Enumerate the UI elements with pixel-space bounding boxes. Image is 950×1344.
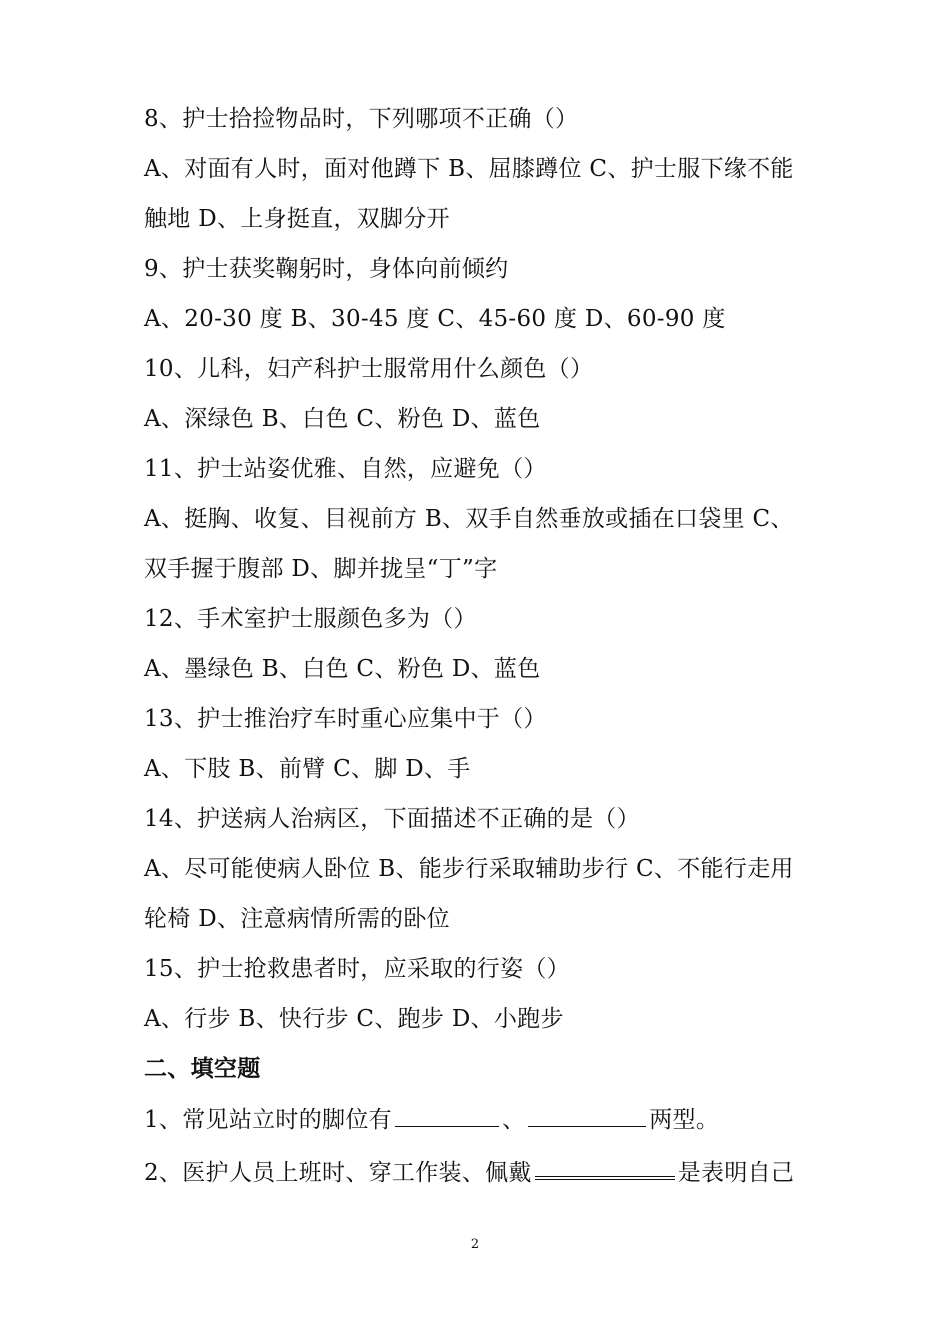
fill-2-suffix: 是表明自己: [677, 1160, 795, 1186]
question-15-stem: 15、护士抢救患者时，应采取的行姿（）: [144, 956, 570, 982]
fill-2-prefix: 2、医护人员上班时、穿工作装、佩戴: [144, 1160, 532, 1186]
question-8-options-cont: 触地 D、上身挺直，双脚分开: [144, 206, 450, 232]
fill-1-blank-a[interactable]: [395, 1104, 499, 1127]
fill-2-blank[interactable]: [535, 1154, 675, 1180]
question-9-options: A、20-30 度 B、30-45 度 C、45-60 度 D、60-90 度: [144, 306, 726, 332]
question-11-stem: 11、护士站姿优雅、自然，应避免（）: [144, 456, 547, 482]
fill-question-2: [144, 1154, 794, 1188]
question-14-options-cont: 轮椅 D、注意病情所需的卧位: [144, 906, 450, 932]
question-11-options: A、挺胸、收复、目视前方 B、双手自然垂放或插在口袋里 C、: [144, 506, 794, 532]
page-number: 2: [470, 1237, 480, 1252]
section-heading-fill-in: 二、填空题: [144, 1055, 261, 1082]
question-13-options: A、下肢 B、前臂 C、脚 D、手: [144, 756, 471, 782]
fill-1-separator: 、: [501, 1107, 526, 1133]
question-10-stem: 10、儿科，妇产科护士服常用什么颜色（）: [144, 356, 594, 382]
fill-1-suffix: 两型。: [649, 1107, 720, 1133]
fill-1-prefix: 1、常见站立时的脚位有: [144, 1107, 392, 1133]
question-9-stem: 9、护士获奖鞠躬时，身体向前倾约: [144, 256, 509, 282]
question-10-options: A、深绿色 B、白色 C、粉色 D、蓝色: [144, 406, 541, 432]
fill-question-1: [144, 1104, 719, 1135]
question-15-options: A、行步 B、快行步 C、跑步 D、小跑步: [144, 1006, 564, 1032]
question-8-options: A、对面有人时，面对他蹲下 B、屈膝蹲位 C、护士服下缘不能: [144, 156, 794, 182]
question-12-options: A、墨绿色 B、白色 C、粉色 D、蓝色: [144, 656, 541, 682]
question-12-stem: 12、手术室护士服颜色多为（）: [144, 606, 477, 632]
question-13-stem: 13、护士推治疗车时重心应集中于（）: [144, 706, 547, 732]
question-14-stem: 14、护送病人治病区，下面描述不正确的是（）: [144, 806, 640, 832]
fill-1-blank-b[interactable]: [528, 1104, 646, 1127]
question-14-options: A、尽可能使病人卧位 B、能步行采取辅助步行 C、不能行走用: [144, 856, 794, 882]
question-11-options-cont: 双手握于腹部 D、脚并拢呈“丁”字: [144, 556, 498, 582]
question-8-stem: 8、护士拾捡物品时，下列哪项不正确（）: [144, 106, 579, 132]
